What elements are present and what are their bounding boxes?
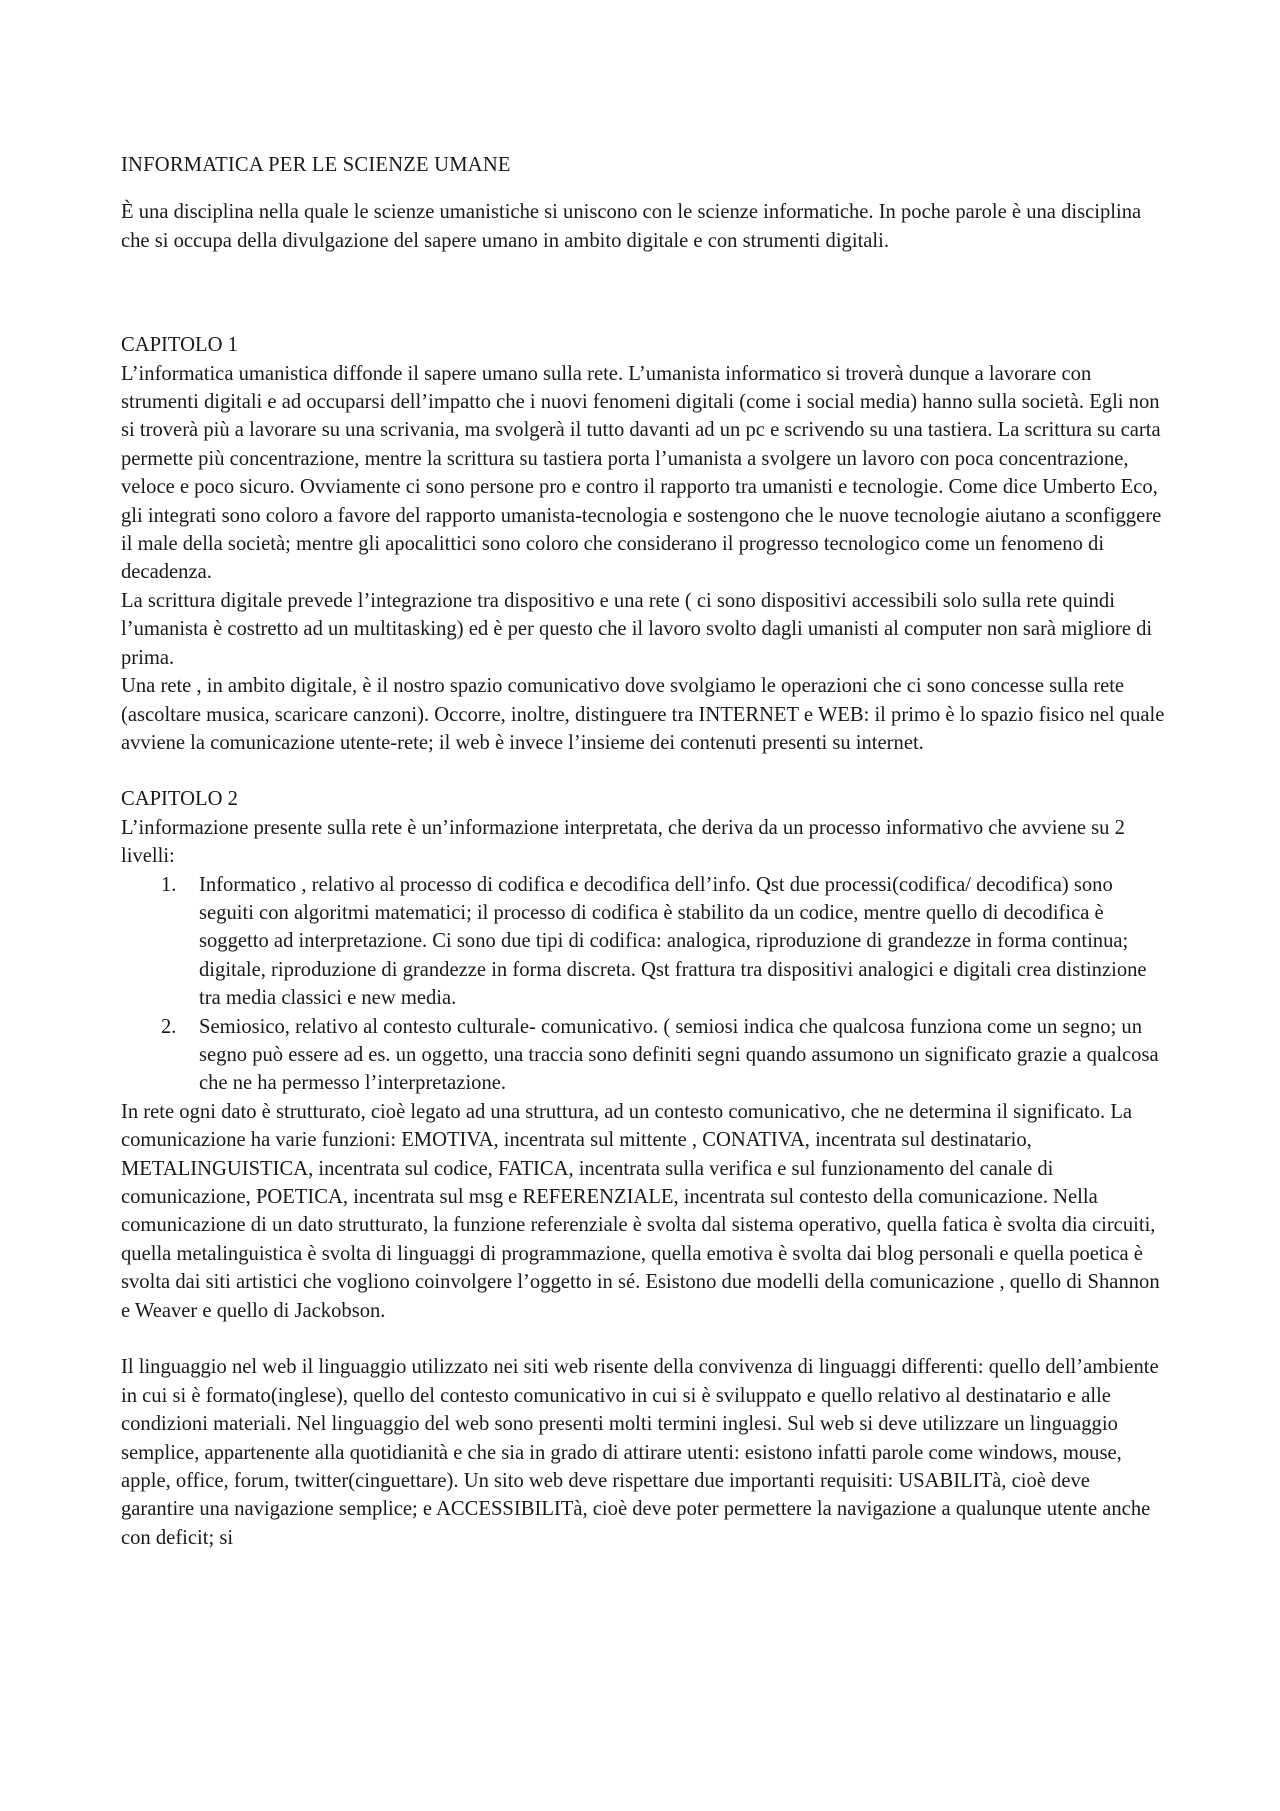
levels-list — [121, 871, 1166, 1098]
chapter-2-section — [121, 785, 1166, 1552]
communication-functions-paragraph: In rete ogni dato è strutturato, cioè legato ad una struttura, ad un contesto comunicativo, che ne determina il significato. La comunicazione ha varie funzioni: EMOTIVA, incentrata sul mittente , CONATIVA, incentrata sul destinatario, METALINGUISTICA, incentrata sul codice, FATICA, incentrata sulla verifica e sul funzionamento del canale di comunicazione, POETICA, incentrata sul msg e REFERENZIALE, incentrata sul contesto della comunicazione. Nella comunicazione di un dato strutturato, la funzione referenziale è svolta dal sistema operativo, quella fatica è svolta dia circuiti, quella metalinguistica è svolta di linguaggi di programmazione, quella emotiva è svolta dai blog personali e quella poetica è svolta dai siti artistici che vogliono coinvolgere l’oggetto in sé. Esistono due modelli della comunicazione , quello di Shannon e Weaver e quello di Jackobson. — [121, 1100, 1160, 1322]
list-number: 1. — [161, 873, 177, 896]
chapter-2-lead: L’informazione presente sulla rete è un’informazione interpretata, che deriva da un processo informativo che avviene su 2 livelli: — [121, 816, 1125, 868]
list-item-text: Informatico , relativo al processo di codifica e decodifica dell’info. Qst due processi(codifica/ decodifica) sono seguiti con algoritmi matematici; il processo di codifica è stabilito da un codice, mentre quello di decodifica è soggetto ad interpretazione. Ci sono due tipi di codifica: analogica, riproduzione di grandezze in forma continua; digitale, riproduzione di grandezze in forma discreta. Qst frattura tra dispositivi analogici e digitali crea distinzione tra media classici e new media. — [199, 873, 1147, 1010]
list-number: 2. — [161, 1015, 177, 1038]
list-item-text: Semiosico, relativo al contesto culturale- comunicativo. ( semiosi indica che qualcosa funziona come un segno; un segno può essere ad es. un oggetto, una traccia sono definiti segni quando assumono un significato grazie a qualcosa che ne ha permesso l’interpretazione. — [199, 1015, 1159, 1095]
chapter-1-section — [121, 331, 1166, 757]
chapter-1-heading: CAPITOLO 1 — [121, 334, 238, 357]
list-item — [161, 871, 1166, 1013]
intro-paragraph: È una disciplina nella quale le scienze umanistiche si uniscono con le scienze informatiche. In poche parole è una disciplina che si occupa della divulgazione del sapere umano in ambito digitale e con strumenti digitali. — [121, 201, 1142, 252]
paragraph-spacer — [121, 1325, 1166, 1353]
document-title: INFORMATICA PER LE SCIENZE UMANE — [121, 154, 511, 176]
web-language-paragraph: Il linguaggio nel web il linguaggio utilizzato nei siti web risente della convivenza di linguaggi differenti: quello dell’ambiente in cui si è formato(inglese), quello del contesto comunicativo in cui si è sviluppato e quello relativo al destinatario e alle condizioni materiali. Nel linguaggio del web sono presenti molti termini inglesi. Sul web si deve utilizzare un linguaggio semplice, appartenente alla quotidianità e che sia in grado di attirare utenti: esistono infatti parole come windows, mouse, apple, office, forum, twitter(cinguettare). Un sito web deve rispettare due importanti requisiti: USABILITà, cioè deve garantire una navigazione semplice; e ACCESSIBILITà, cioè deve poter permettere la navigazione a qualunque utente anche con deficit; si — [121, 1356, 1159, 1549]
list-item — [161, 1013, 1166, 1098]
chapter-1-paragraph: La scrittura digitale prevede l’integrazione tra dispositivo e una rete ( ci sono dispositivi accessibili solo sulla rete quindi l’umanista è costretto ad un multitasking) ed è per questo che il lavoro svolto dagli umanisti al computer non sarà migliore di prima. — [121, 589, 1153, 669]
chapter-1-paragraph: Una rete , in ambito digitale, è il nostro spazio comunicativo dove svolgiamo le operazioni che ci sono concesse sulla rete (ascoltare musica, scaricare canzoni). Occorre, inoltre, distinguere tra INTERNET e WEB: il primo è lo spazio fisico nel quale avviene la comunicazione utente-rete; il web è invece l’insieme dei contenuti presenti su internet. — [121, 675, 1165, 754]
chapter-2-heading: CAPITOLO 2 — [121, 788, 238, 811]
chapter-1-paragraph: L’informatica umanistica diffonde il sapere umano sulla rete. L’umanista informatico si troverà dunque a lavorare con strumenti digitali e ad occuparsi dell’impatto che i nuovi fenomeni digitali (come i social media) hanno sulla società. Egli non si troverà più a lavorare su una scrivania, ma svolgerà il tutto davanti ad un pc e scrivendo su una tastiera. La scrittura su carta permette più concentrazione, mentre la scrittura su tastiera porta l’umanista a svolgere un lavoro con poca concentrazione, veloce e poco sicuro. Ovviamente ci sono persone pro e contro il rapporto tra umanisti e tecnologie. Come dice Umberto Eco, gli integrati sono coloro a favore del rapporto umanista-tecnologia e sostengono che le nuove tecnologie aiutano a sconfiggere il male della società; mentre gli apocalittici sono coloro che considerano il progresso tecnologico come un fenomeno di decadenza. — [121, 362, 1162, 584]
document-body — [121, 151, 1166, 1552]
